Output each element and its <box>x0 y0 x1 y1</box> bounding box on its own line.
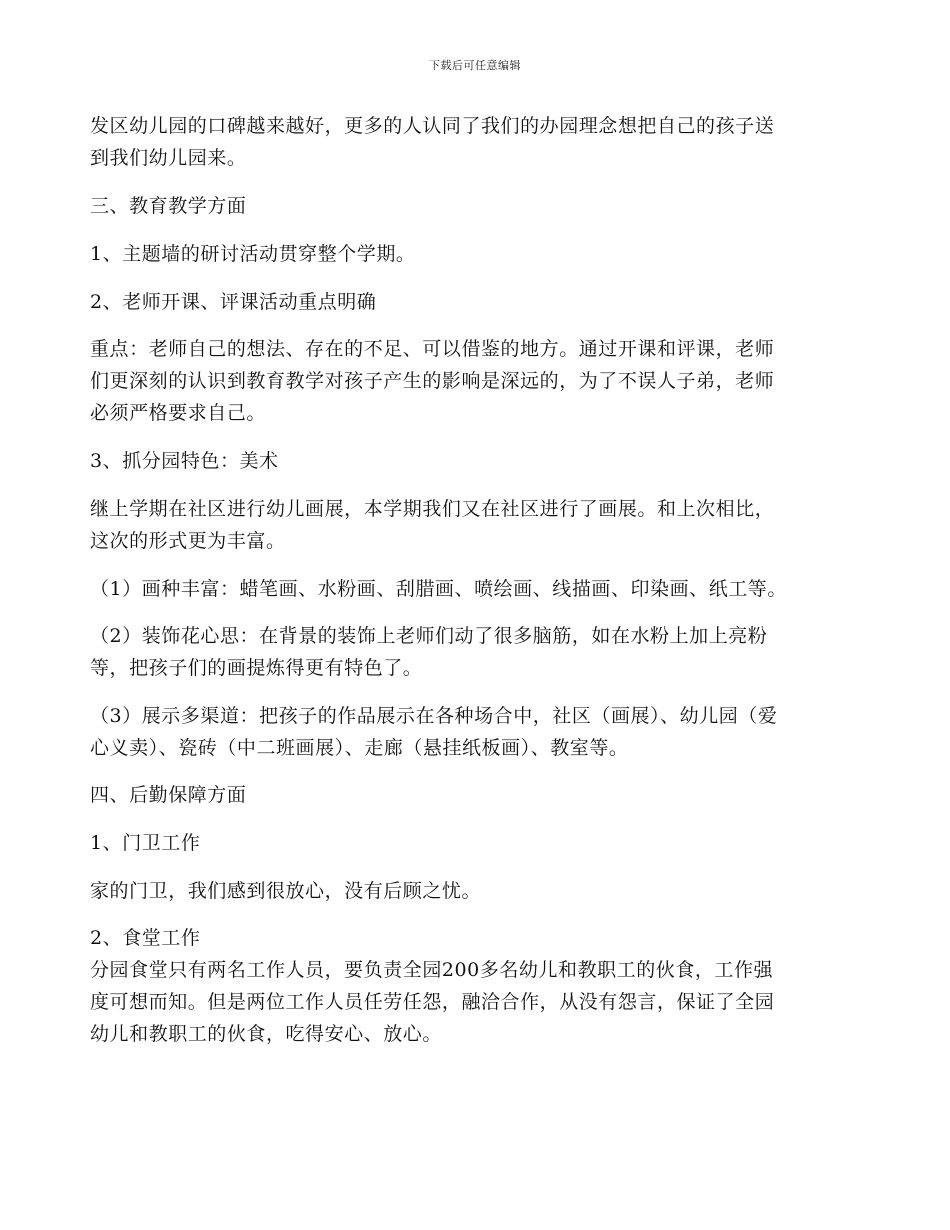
subsection-heading: 3、抓分园特色：美术 <box>90 450 279 472</box>
subsection-heading: 2、老师开课、评课活动重点明确 <box>90 291 377 313</box>
text-line: 度可想而知。但是两位工作人员任劳任怨，融洽合作，从没有怨言，保证了全园 <box>90 991 775 1013</box>
section-heading: 四、后勤保障方面 <box>90 784 247 806</box>
text-line: 发区幼儿园的口碑越来越好，更多的人认同了我们的办园理念想把自己的孩子送 <box>90 115 775 137</box>
page-header: 下载后可任意编辑 <box>429 59 521 72</box>
list-item: （3）展示多渠道：把孩子的作品展示在各种场合中，社区（画展）、幼儿园（爱 <box>90 705 778 727</box>
text-line: 重点：老师自己的想法、存在的不足、可以借鉴的地方。通过开课和评课，老师 <box>90 338 775 360</box>
subsection-heading: 1、主题墙的研讨活动贯穿整个学期。 <box>90 243 416 265</box>
text-line: 必须严格要求自己。 <box>90 402 266 424</box>
list-item: （2）装饰花心思：在背景的装饰上老师们动了很多脑筋，如在水粉上加上亮粉 <box>90 625 768 647</box>
text-line: 分园食堂只有两名工作人员，要负责全园200多名幼儿和教职工的伙食，工作强 <box>90 959 774 981</box>
text-line: 心义卖）、瓷砖（中二班画展）、走廊（悬挂纸板画）、教室等。 <box>90 737 629 759</box>
text-line: 等，把孩子们的画提炼得更有特色了。 <box>90 657 423 679</box>
text-line: 们更深刻的认识到教育教学对孩子产生的影响是深远的，为了不误人子弟，老师 <box>90 370 775 392</box>
list-item: （1）画种丰富：蜡笔画、水粉画、刮腊画、喷绘画、线描画、印染画、纸工等。 <box>90 578 787 600</box>
section-heading: 三、教育教学方面 <box>90 195 247 217</box>
text-line: 家的门卫，我们感到很放心，没有后顾之忧。 <box>90 880 482 902</box>
text-line: 继上学期在社区进行幼儿画展，本学期我们又在社区进行了画展。和上次相比， <box>90 498 775 520</box>
text-line: 幼儿和教职工的伙食，吃得安心、放心。 <box>90 1023 442 1045</box>
text-line: 这次的形式更为丰富。 <box>90 530 286 552</box>
text-line: 到我们幼儿园来。 <box>90 147 247 169</box>
subsection-heading: 2、食堂工作 <box>90 927 201 949</box>
subsection-heading: 1、门卫工作 <box>90 832 201 854</box>
